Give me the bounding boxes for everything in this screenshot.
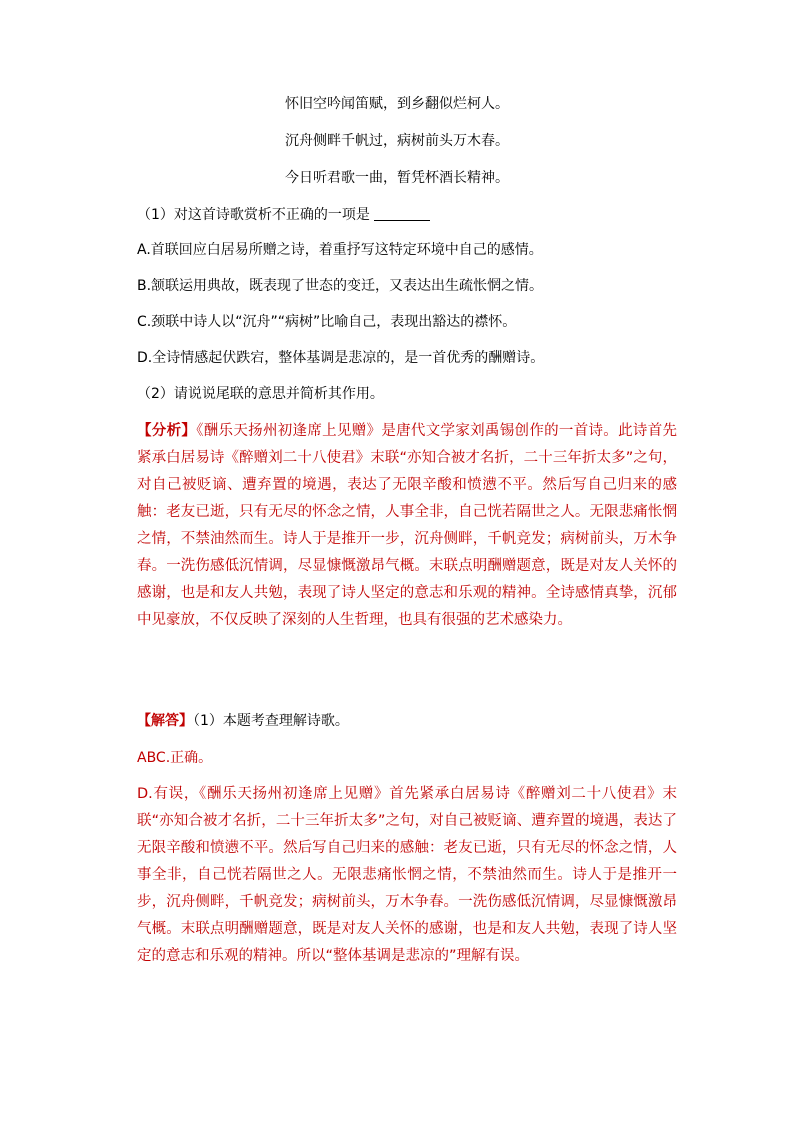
option-d: D.全诗情感起伏跌宕，整体基调是悲凉的，是一首优秀的酬赠诗。 [137, 350, 545, 366]
answer-blank [374, 206, 430, 221]
question-1-text: （1）对这首诗歌赏析不正确的一项是 [137, 207, 370, 223]
option-c: C.颈联中诗人以“沉舟”“病树”比喻自己，表现出豁达的襟怀。 [137, 314, 517, 330]
analysis-section [137, 418, 677, 634]
analysis-text: 《酬乐天扬州初逢席上见赠》是唐代文学家刘禹锡创作的一首诗。此诗首先紧承白居易诗《醉赠刘二十八使君》末联“亦知合被才名折，二十三年折太多”之句，对自己被贬谪、遭弃置的境遇，表达了无限辛酸和愤懑不平。然后写自己归来的感触：老友已逝，只有无尽的怀念之情，人事全非，自己恍若隔世之人。无限悲痛怅惘之情，不禁油然而生。诗人于是推开一步，沉舟侧畔，千帆竞发；病树前头，万木争春。一洗伤感低沉情调，尽显慷慨激昂气概。末联点明酬赠题意，既是对友人关怀的感谢，也是和友人共勉，表现了诗人坚定的意志和乐观的精神。全诗感情真挚，沉郁中见豪放，不仅反映了深刻的人生哲理，也具有很强的艺术感染力。 [137, 423, 678, 628]
question-2-stem: （2）请说说尾联的意思并简析其作用。 [137, 386, 384, 402]
answer-tag: 【解答】 [137, 713, 193, 729]
analysis-tag: 【分析】 [137, 423, 197, 439]
option-b: B.颔联运用典故，既表现了世态的变迁，又表达出生疏怅惘之情。 [137, 278, 544, 294]
option-a: A.首联回应白居易所赠之诗，着重抒写这特定环境中自己的感情。 [137, 242, 543, 258]
answer-abc: ABC.正确。 [137, 750, 213, 766]
poem-line-1: 怀旧空吟闻笛赋，到乡翻似烂柯人。 [285, 96, 509, 112]
answer-d-explanation: D.有误，《酬乐天扬州初逢席上见赠》首先紧承白居易诗《醉赠刘二十八使君》末联“亦知合被才名折，二十三年折太多”之句，对自己被贬谪、遭弃置的境遇，表达了无限辛酸和愤懑不平。然后写自己归来的感触：老友已逝，只有无尽的怀念之情，人事全非，自己恍若隔世之人。无限悲痛怅惘之情，不禁油然而生。诗人于是推开一步，沉舟侧畔，千帆竞发；病树前头，万木争春。一洗伤感低沉情调，尽显慷慨激昂气概。末联点明酬赠题意，既是对友人关怀的感谢，也是和友人共勉，表现了诗人坚定的意志和乐观的精神。所以“整体基调是悲凉的”理解有误。 [137, 786, 677, 964]
poem-line-2: 沉舟侧畔千帆过，病树前头万木春。 [285, 133, 509, 149]
poem-line-3: 今日听君歌一曲，暂凭杯酒长精神。 [285, 170, 509, 186]
question-1-stem [137, 205, 430, 225]
answer-header [137, 711, 349, 731]
answer-intro: （1）本题考查理解诗歌。 [193, 713, 349, 729]
